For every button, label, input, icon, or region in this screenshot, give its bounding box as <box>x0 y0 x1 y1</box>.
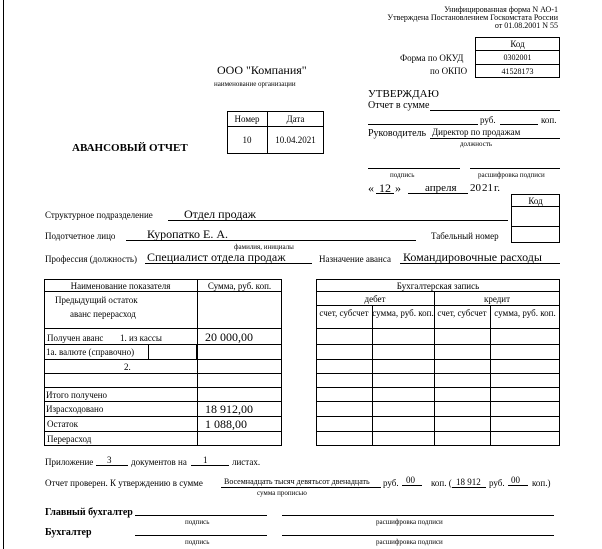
kop-label: коп. <box>541 115 557 125</box>
accountant-signature-caption: подпись <box>185 538 210 546</box>
okud-value: 0302001 <box>503 53 532 62</box>
approved-by: Утверждена Постановлением Госкомстата России <box>387 13 558 22</box>
tab-number-label: Табельный номер <box>431 231 499 241</box>
rub-label: руб. <box>480 115 496 125</box>
form-name: Унифицированная форма N АО-1 <box>444 5 558 14</box>
checked-rub-label: руб. <box>383 478 399 488</box>
head-label: Руководитель <box>368 128 427 139</box>
chief-signature-caption: подпись <box>185 518 210 526</box>
organization-name: ООО "Компания" <box>217 63 307 77</box>
docs-on-label: документов на <box>131 457 187 467</box>
division-label: Структурное подразделение <box>45 210 153 220</box>
appendix-docs: 3 <box>107 455 112 465</box>
person-caption: фамилия, инициалы <box>234 243 294 251</box>
received-label: Получен аванс <box>47 333 104 343</box>
page-border <box>3 0 4 549</box>
profession-label: Профессия (должность) <box>45 254 137 264</box>
credit-account-header: счет, субсчет <box>437 308 487 318</box>
sheets-count: 1 <box>203 455 208 465</box>
position-caption: должность <box>460 140 493 148</box>
approve-decode-caption: расшифровка подписи <box>478 171 545 179</box>
profession-value: Специалист отдела продаж <box>147 250 286 264</box>
code-label: Код <box>510 39 525 49</box>
sum-words-caption: сумма прописью <box>257 489 307 497</box>
appendix-label: Приложение <box>45 457 94 467</box>
approve-title: УТВЕРЖДАЮ <box>368 88 439 100</box>
person-code-label: Код <box>528 196 543 206</box>
balance-label: Остаток <box>47 419 78 429</box>
approved-date: от 01.08.2001 N 55 <box>494 21 558 30</box>
spent-label: Израсходовано <box>46 404 104 414</box>
number-value: 10 <box>242 135 252 145</box>
accountant-decode-caption: расшифровка подписи <box>376 538 443 546</box>
from-cash-label: 1. из кассы <box>120 333 162 343</box>
date-quote-close: » <box>395 181 401 195</box>
checked-rub-label2: руб. <box>489 478 505 488</box>
currency-label: 1а. валюте (справочно) <box>46 347 135 357</box>
prev-line2: аванс перерасход <box>70 309 136 319</box>
prev-line1: Предыдущий остаток <box>55 295 138 305</box>
total-received-label: Итого получено <box>46 390 108 400</box>
number-label: Номер <box>234 114 260 124</box>
organization-caption: наименование организации <box>214 80 296 88</box>
okpo-value: 41528173 <box>501 67 534 76</box>
okpo-label: по ОКПО <box>430 66 468 76</box>
date-label: Дата <box>286 114 305 124</box>
spent-value: 18 912,00 <box>205 402 253 416</box>
year-label: г. <box>494 182 501 194</box>
year-suffix: 21 <box>482 182 493 194</box>
from-cash-value: 20 000,00 <box>205 330 253 344</box>
year-prefix: 20 <box>470 182 481 194</box>
sheets-label: листах. <box>232 457 261 467</box>
date-value: 10.04.2021 <box>275 135 316 145</box>
credit-sum-header: сумма, руб. коп. <box>494 308 556 318</box>
accountant-label: Бухгалтер <box>45 527 92 538</box>
purpose-value: Командировочные расходы <box>403 250 542 264</box>
document-title: АВАНСОВЫЙ ОТЧЕТ <box>72 142 188 154</box>
division-value: Отдел продаж <box>184 207 256 221</box>
chief-decode-caption: расшифровка подписи <box>376 518 443 526</box>
item2-label: 2. <box>124 362 131 372</box>
approve-month: апреля <box>425 182 457 194</box>
debit-sum-header: сумма, руб. коп. <box>372 308 434 318</box>
checked-kop-value2: 00 <box>511 475 520 485</box>
col-indicator-header: Наименование показателя <box>70 281 171 291</box>
checked-kop-label2: коп.) <box>532 478 551 488</box>
date-quote-open: « <box>368 181 374 195</box>
checked-kop-value: 00 <box>406 475 415 485</box>
overspend-label: Перерасход <box>47 434 92 444</box>
debit-label: дебет <box>364 294 386 304</box>
head-value: Директор по продажам <box>432 127 521 137</box>
col-sum-header: Сумма, руб. коп. <box>207 281 272 291</box>
accounting-header: Бухгалтерская запись <box>396 281 480 291</box>
balance-value: 1 088,00 <box>205 417 247 431</box>
debit-account-header: счет, субсчет <box>319 308 369 318</box>
credit-label: кредит <box>483 294 511 304</box>
checked-kop-label: коп. ( <box>431 478 452 488</box>
person-value: Куропатко Е. А. <box>147 227 228 241</box>
checked-label: Отчет проверен. К утверждению в сумме <box>45 478 203 488</box>
chief-accountant-label: Главный бухгалтер <box>45 507 133 518</box>
checked-sum-digits: 18 912 <box>456 477 481 487</box>
okud-label: Форма по ОКУД <box>400 53 464 63</box>
approve-day: 12 <box>379 181 391 195</box>
purpose-label: Назначение аванса <box>319 254 391 264</box>
report-sum-label: Отчет в сумме <box>368 100 430 111</box>
checked-sum-words: Восемнадцать тысяч девятьсот двенадцать <box>224 477 370 486</box>
approve-signature-caption: подпись <box>390 171 415 179</box>
person-label: Подотчетное лицо <box>45 231 116 241</box>
